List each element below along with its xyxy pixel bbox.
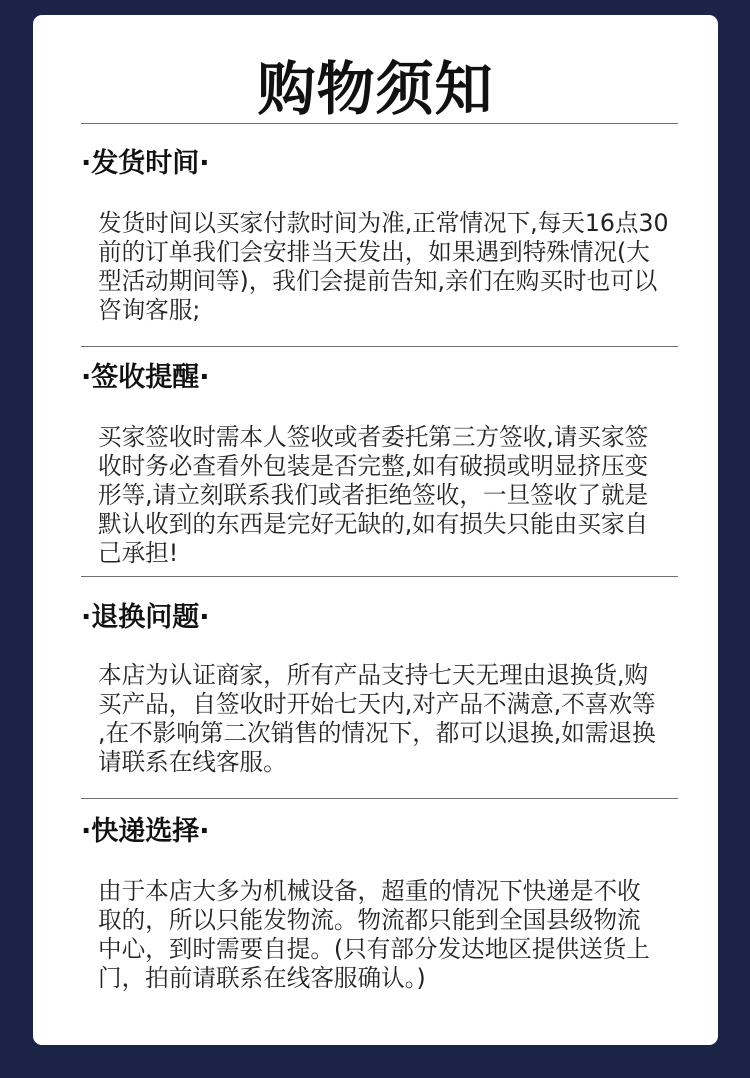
section-title-returns: ·退换问题· <box>81 602 210 633</box>
divider <box>81 346 678 347</box>
section-body-returns: 本店为认证商家，所有产品支持七天无理由退换货,购 买产品，自签收时开始七天内,对产品不满意,不喜欢等 ,在不影响第二次销售的情况下，都可以退换,如需退换 请联系在线客服。 <box>98 661 656 776</box>
notice-card <box>33 15 718 1045</box>
section-title-courier-selection: ·快递选择· <box>81 816 210 847</box>
section-body-signing-reminder: 买家签收时需本人签收或者委托第三方签收,请买家签 收时务必查看外包装是否完整,如有破损或明显挤压变 形等,请立刻联系我们或者拒绝签收，一旦签收了就是 默认收到的东西是完好无缺的,如有损失只能由买家自 己承担! <box>98 423 649 567</box>
divider <box>81 798 678 799</box>
section-body-shipping-time: 发货时间以买家付款时间为准,正常情况下,每天16点30 前的订单我们会安排当天发出，如果遇到特殊情况(大 型活动期间等)，我们会提前告知,亲们在购买时也可以 咨询客服; <box>98 209 669 324</box>
section-body-courier-selection: 由于本店大多为机械设备，超重的情况下快递是不收 取的，所以只能发物流。物流都只能到全国县级物流 中心，到时需要自提。(只有部分发达地区提供送货上 门，拍前请联系在线客服确认。) <box>98 877 650 992</box>
divider <box>81 123 678 124</box>
section-title-shipping-time: ·发货时间· <box>81 148 210 179</box>
section-title-signing-reminder: ·签收提醒· <box>81 362 210 393</box>
page-title: 购物须知 <box>257 55 494 123</box>
divider <box>81 576 678 577</box>
